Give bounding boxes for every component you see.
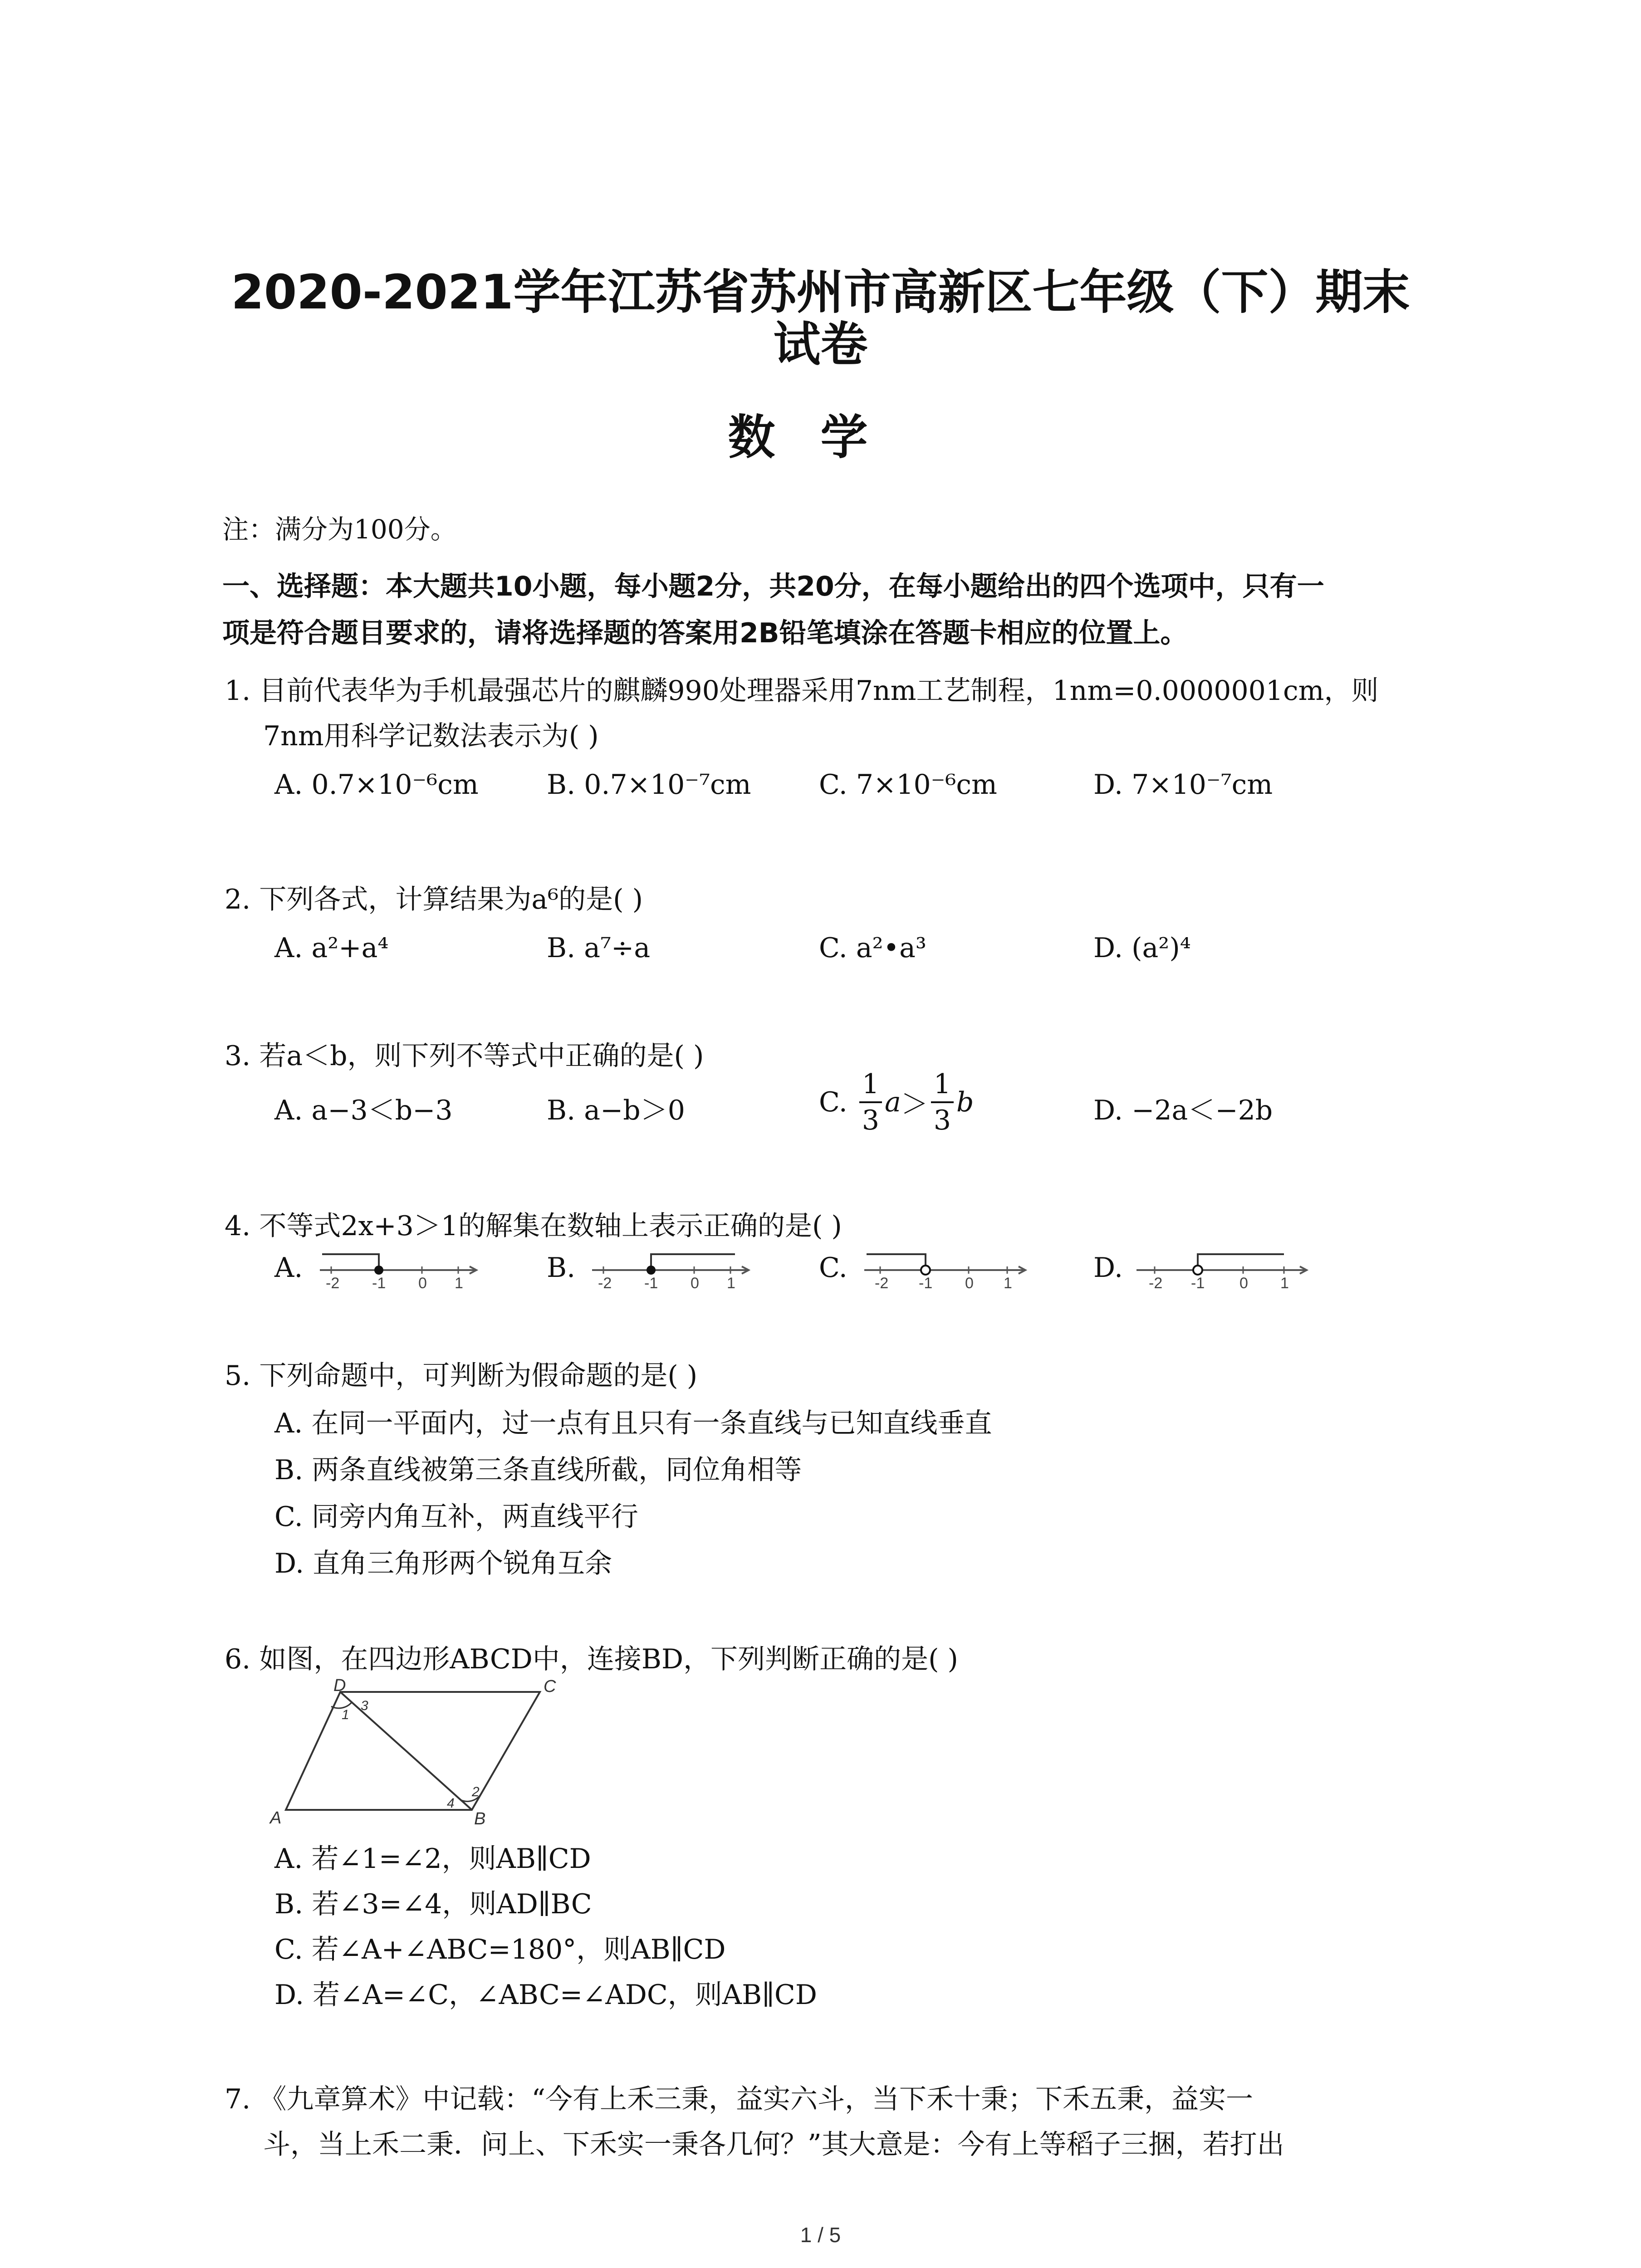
svg-text:-1: -1 [1191, 1275, 1205, 1292]
q2-stem: 2. 下列各式，计算结果为a⁶的是( ) [225, 884, 643, 915]
svg-text:-1: -1 [644, 1275, 658, 1292]
svg-text:-2: -2 [1149, 1275, 1163, 1292]
quadrilateral-abcd-figure [259, 1678, 576, 1828]
section-heading-line1: 一、选择题：本大题共10小题，每小题2分，共20分，在每小题给出的四个选项中，只有一 [222, 571, 1324, 602]
q6-option-c[interactable]: C. 若∠A+∠ABC=180°，则AB∥CD [274, 1934, 726, 1965]
q7-stem-line1: 7. 《九章算术》中记载：“今有上禾三秉，益实六斗，当下禾十秉；下禾五秉，益实一 [225, 2083, 1253, 2115]
svg-text:1: 1 [1004, 1275, 1012, 1292]
q5-option-a[interactable]: A. 在同一平面内，过一点有且只有一条直线与已知直线垂直 [274, 1408, 992, 1439]
q3-option-d[interactable]: D. −2a＜−2b [1093, 1095, 1273, 1126]
q5-stem: 5. 下列命题中，可判断为假命题的是( ) [225, 1360, 698, 1392]
exam-title-line2: 试卷 [773, 317, 868, 372]
q4-option-d[interactable] [1093, 1252, 1123, 1284]
svg-text:0: 0 [418, 1275, 427, 1292]
q6-option-d[interactable]: D. 若∠A=∠C，∠ABC=∠ADC，则AB∥CD [274, 1979, 817, 2011]
q1-option-b[interactable]: B. 0.7×10⁻⁷cm [547, 769, 751, 801]
number-line-a [318, 1243, 481, 1293]
q2-option-c[interactable]: C. a²•a³ [819, 932, 926, 964]
q1-stem-line2: 7nm用科学记数法表示为( ) [263, 720, 599, 752]
q5-option-d[interactable]: D. 直角三角形两个锐角互余 [274, 1548, 612, 1579]
svg-text:D: D [333, 1678, 346, 1695]
fraction-one-third-a: $\frac{1}{3}$ [859, 1070, 882, 1134]
svg-text:1: 1 [342, 1707, 349, 1722]
q4-option-b[interactable] [547, 1252, 575, 1284]
q3-option-a[interactable]: A. a−3＜b−3 [274, 1095, 453, 1126]
q4-option-c[interactable] [819, 1252, 847, 1284]
svg-text:0: 0 [965, 1275, 974, 1292]
svg-text:1: 1 [727, 1275, 735, 1292]
q1-option-c[interactable]: C. 7×10⁻⁶cm [819, 769, 997, 801]
exam-title-line1: 2020-2021学年江苏省苏州市高新区七年级（下）期末 [231, 264, 1410, 320]
q7-stem-line2: 斗，当上禾二秉．问上、下禾实一秉各几何？”其大意是：今有上等稻子三捆，若打出 [263, 2129, 1284, 2160]
q4-stem: 4. 不等式2x+3＞1的解集在数轴上表示正确的是( ) [225, 1210, 842, 1242]
svg-text:-1: -1 [372, 1275, 386, 1292]
svg-text:0: 0 [691, 1275, 699, 1292]
svg-text:-2: -2 [875, 1275, 889, 1292]
q5-option-b[interactable]: B. 两条直线被第三条直线所截，同位角相等 [274, 1454, 802, 1486]
svg-text:3: 3 [361, 1698, 368, 1713]
number-line-d [1134, 1243, 1316, 1293]
q3-option-b[interactable]: B. a−b＞0 [547, 1095, 685, 1126]
svg-text:4: 4 [447, 1796, 455, 1811]
q2-option-a[interactable]: A. a²+a⁴ [274, 932, 389, 964]
svg-text:B: B [474, 1809, 486, 1828]
svg-text:1: 1 [455, 1275, 463, 1292]
q4-option-b-label: B. [547, 1252, 576, 1284]
q4-option-a-label: A. [274, 1252, 303, 1284]
svg-text:-2: -2 [326, 1275, 340, 1292]
q3-option-c[interactable]: C. $\frac{1}{3}$ a ＞ $\frac{1}{3}$ b [819, 1068, 974, 1136]
svg-text:C: C [544, 1678, 556, 1696]
page-number: 1 / 5 [800, 2223, 841, 2247]
q3-stem: 3. 若a＜b，则下列不等式中正确的是( ) [225, 1040, 704, 1072]
q4-option-a[interactable] [274, 1252, 303, 1284]
q3-option-c-label: C. [819, 1086, 847, 1118]
q2-option-b[interactable]: B. a⁷÷a [547, 932, 651, 964]
q1-option-a[interactable]: A. 0.7×10⁻⁶cm [274, 769, 479, 801]
section-heading-line2: 项是符合题目要求的，请将选择题的答案用2B铅笔填涂在答题卡相应的位置上。 [222, 617, 1188, 649]
number-line-b [590, 1243, 753, 1293]
svg-text:1: 1 [1280, 1275, 1289, 1292]
svg-text:A: A [270, 1809, 282, 1828]
q2-option-d[interactable]: D. (a²)⁴ [1093, 932, 1191, 964]
q1-stem-line1: 1. 目前代表华为手机最强芯片的麒麟990处理器采用7nm工艺制程，1nm=0.0000001cm，则 [225, 675, 1379, 707]
svg-text:-2: -2 [598, 1275, 612, 1292]
fraction-one-third-b: $\frac{1}{3}$ [931, 1070, 954, 1134]
q6-option-a[interactable]: A. 若∠1=∠2，则AB∥CD [274, 1843, 591, 1875]
q6-option-b[interactable]: B. 若∠3=∠4，则AD∥BC [274, 1888, 592, 1920]
q5-option-c[interactable]: C. 同旁内角互补，两直线平行 [274, 1501, 638, 1533]
subject-title: 数学 [728, 410, 913, 465]
svg-text:-1: -1 [919, 1275, 933, 1292]
svg-text:0: 0 [1239, 1275, 1248, 1292]
q1-option-d[interactable]: D. 7×10⁻⁷cm [1093, 769, 1273, 801]
q6-stem: 6. 如图，在四边形ABCD中，连接BD，下列判断正确的是( ) [225, 1643, 958, 1675]
score-note: 注：满分为100分。 [222, 514, 457, 545]
q4-option-d-label: D. [1093, 1252, 1123, 1284]
q4-option-c-label: C. [819, 1252, 847, 1284]
svg-text:2: 2 [472, 1784, 480, 1799]
number-line-c [862, 1243, 1034, 1293]
